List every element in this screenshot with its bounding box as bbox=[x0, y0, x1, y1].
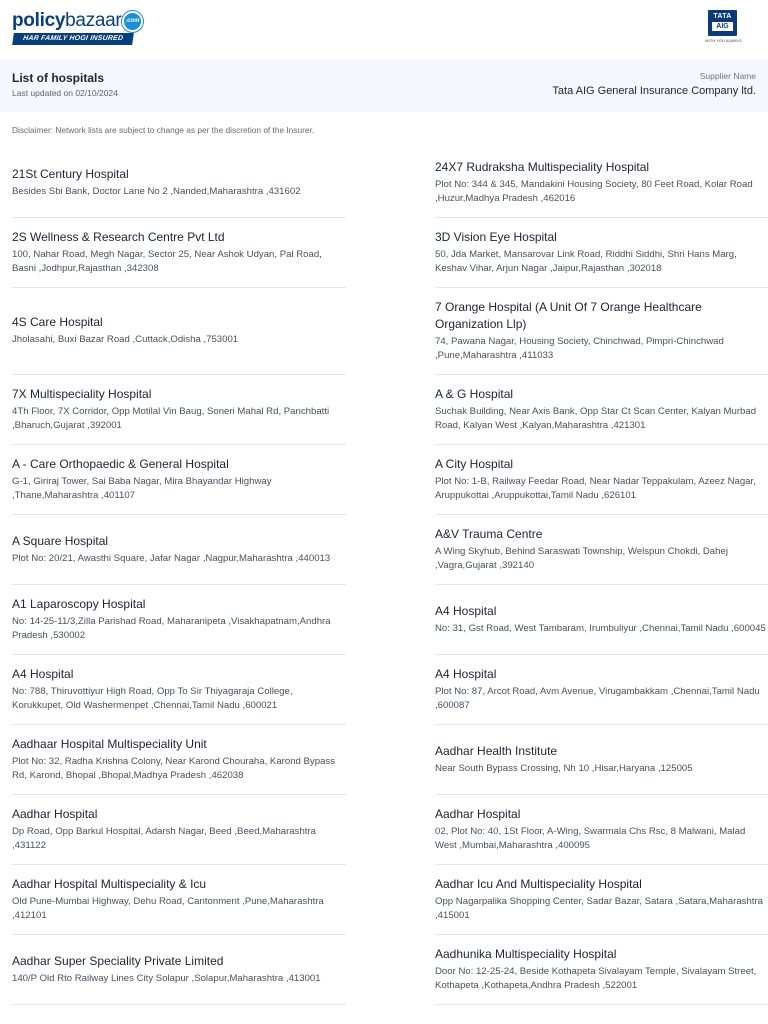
hospital-card bbox=[12, 865, 346, 935]
hospital-name: Aadhar Health Institute bbox=[435, 743, 558, 758]
hospital-card bbox=[435, 515, 768, 585]
hospital-address: No: 14-25-11/3,Zilla Parishad Road, Maharanipeta ,Visakhapatnam,Andhra Pradesh ,530002 bbox=[12, 615, 331, 641]
logo-tagline: HAR FAMILY HOGI INSURED bbox=[12, 33, 134, 45]
hospital-row bbox=[0, 515, 768, 585]
hospital-name: Aadhar Super Speciality Private Limited bbox=[12, 953, 224, 968]
hospital-card bbox=[12, 725, 346, 795]
hospital-card bbox=[435, 865, 768, 935]
hospital-address: Dp Road, Opp Barkul Hospital, Adarsh Nagar, Beed ,Beed,Maharashtra ,431122 bbox=[12, 825, 316, 851]
hospital-name: Aadhunika Multispeciality Hospital bbox=[435, 946, 617, 961]
hospital-address: G-1, Giriraj Tower, Sai Baba Nagar, Mira Bhayandar Highway ,Thane,Maharashtra ,401107 bbox=[12, 475, 272, 501]
hospital-name: 21St Century Hospital bbox=[12, 166, 129, 181]
hospital-row bbox=[0, 375, 768, 445]
hospital-address: 100, Nahar Road, Megh Nagar, Sector 25, Near Ashok Udyan, Pal Road, Basni ,Jodhpur,Rajasthan ,342308 bbox=[12, 248, 322, 274]
hospital-name: A4 Hospital bbox=[435, 603, 497, 618]
hospital-name: A4 Hospital bbox=[435, 666, 497, 681]
hospital-address: Suchak Building, Near Axis Bank, Opp Star Ct Scan Center, Kalyan Murbad Road, Kalyan West ,Kalyan,Maharashtra ,421301 bbox=[435, 405, 757, 431]
hospital-name: A & G Hospital bbox=[435, 386, 514, 401]
hospital-address: Near South Bypass Crossing, Nh 10 ,Hisar,Haryana ,125005 bbox=[435, 762, 693, 774]
hospital-row bbox=[0, 725, 768, 795]
hospital-card bbox=[12, 585, 346, 655]
hospital-address: 50, Jda Market, Mansarovar Link Road, Riddhi Siddhi, Shri Hans Marg, Keshav Vihar, Arjun Nagar ,Jaipur,Rajasthan ,302018 bbox=[435, 248, 737, 274]
hospital-address: Plot No: 1-B, Railway Feedar Road, Near Nadar Teppakulam, Azeez Nagar, Aruppukottai ,Aruppukottai,Tamil Nadu ,626101 bbox=[435, 475, 756, 501]
hospital-name: A - Care Orthopaedic & General Hospital bbox=[12, 456, 229, 471]
hospital-name: 7 Orange Hospital (A Unit Of 7 Orange Healthcare Organization Llp) bbox=[435, 299, 702, 331]
hospital-name: Aadhaar Hospital Multispeciality Unit bbox=[12, 736, 207, 751]
hospital-name: A Square Hospital bbox=[12, 533, 109, 548]
tata-aig-logo-line2: AIG bbox=[712, 22, 733, 31]
hospital-address: Plot No: 20/21, Awasthi Square, Jafar Nagar ,Nagpur,Maharashtra ,440013 bbox=[12, 552, 331, 564]
hospital-address: No: 788, Thiruvottiyur High Road, Opp To Sir Thiyagaraja College, Korukkupet, Old Washermenpet ,Chennai,Tamil Nadu ,600021 bbox=[12, 685, 293, 711]
hospital-card bbox=[435, 655, 768, 725]
hospital-card bbox=[12, 375, 346, 445]
last-updated-text: Last updated on 02/10/2024 bbox=[12, 88, 118, 98]
hospital-name: Aadhar Hospital bbox=[12, 806, 98, 821]
hospital-card bbox=[12, 288, 346, 375]
hospital-name: A4 Hospital bbox=[12, 666, 74, 681]
hospital-card bbox=[12, 795, 346, 865]
hospital-address: 74, Pawana Nagar, Housing Society, Chinchwad, Pimpri-Chinchwad ,Pune,Maharashtra ,411033 bbox=[435, 335, 724, 361]
policybazaar-logo[interactable] bbox=[12, 10, 146, 46]
logo-wordmark bbox=[12, 10, 121, 32]
hospital-card bbox=[12, 935, 346, 1005]
hospital-card bbox=[12, 445, 346, 515]
hospital-row bbox=[0, 148, 768, 218]
hospital-row bbox=[0, 865, 768, 935]
hospital-row bbox=[0, 288, 768, 375]
hospital-row bbox=[0, 795, 768, 865]
hospital-address: No: 31, Gst Road, West Tambaram, Irumbuliyur ,Chennai,Tamil Nadu ,600045 bbox=[435, 622, 766, 634]
hospital-address: 4Th Floor, 7X Corridor, Opp Motilal Vin Baug, Soneri Mahal Rd, Panchbatti ,Bharuch,Gujarat ,392001 bbox=[12, 405, 330, 431]
hospital-name: A1 Laparoscopy Hospital bbox=[12, 596, 146, 611]
hospital-address: Old Pune-Mumbai Highway, Dehu Road, Cantonment ,Pune,Maharashtra ,412101 bbox=[12, 895, 324, 921]
disclaimer-text: Disclaimer: Network lists are subject to change as per the discretion of the Insurer. bbox=[12, 125, 315, 135]
hospital-row bbox=[0, 655, 768, 725]
hospital-address: Plot No: 344 & 345, Mandakini Housing Society, 80 Feet Road, Kolar Road ,Huzur,Madhya Pradesh ,462016 bbox=[435, 178, 753, 204]
top-bar bbox=[0, 0, 768, 59]
hospital-address: Plot No: 87, Arcot Road, Avm Avenue, Virugambakkam ,Chennai,Tamil Nadu ,600087 bbox=[435, 685, 760, 711]
hospital-address: Plot No: 32, Radha Krishna Colony, Near Karond Chouraha, Karond Bypass Rd, Karond, Bhopal ,Bhopal,Madhya Pradesh ,462038 bbox=[12, 755, 335, 781]
logo-word-part-2: bazaar bbox=[65, 10, 122, 31]
hospital-card bbox=[435, 218, 768, 288]
hospital-card bbox=[435, 445, 768, 515]
supplier-label: Supplier Name bbox=[699, 71, 756, 81]
hospital-address: Jholasahi, Buxi Bazar Road ,Cuttack,Odisha ,753001 bbox=[12, 334, 239, 346]
hospital-name: Aadhar Hospital Multispeciality & Icu bbox=[12, 876, 207, 891]
hospital-name: Aadhar Icu And Multispeciality Hospital bbox=[435, 876, 642, 891]
hospital-row bbox=[0, 445, 768, 515]
hospital-card bbox=[435, 725, 768, 795]
hospital-name: 2S Wellness & Research Centre Pvt Ltd bbox=[12, 229, 225, 244]
hospital-address: Besides Sbi Bank, Doctor Lane No 2 ,Nanded,Maharashtra ,431602 bbox=[12, 185, 301, 197]
hospital-address: 02, Plot No: 40, 1St Floor, A-Wing, Swarmala Chs Rsc, 8 Malwani, Malad West ,Mumbai,Maharashtra ,400095 bbox=[435, 825, 746, 851]
hospital-card bbox=[435, 585, 768, 655]
list-header-panel bbox=[0, 59, 768, 112]
hospital-name: 24X7 Rudraksha Multispeciality Hospital bbox=[435, 159, 650, 174]
hospital-name: Aadhar Hospital bbox=[435, 806, 521, 821]
hospital-card bbox=[435, 288, 768, 375]
hospital-card bbox=[12, 218, 346, 288]
page-title: List of hospitals bbox=[12, 71, 105, 85]
hospital-card bbox=[435, 935, 768, 1005]
hospital-name: 7X Multispeciality Hospital bbox=[12, 386, 152, 401]
tata-aig-logo-mark bbox=[708, 10, 737, 36]
tata-aig-logo bbox=[705, 10, 741, 46]
supplier-name: Tata AIG General Insurance Company ltd. bbox=[552, 85, 756, 97]
hospital-row bbox=[0, 585, 768, 655]
logo-dotcom-badge: .com bbox=[122, 11, 143, 32]
hospital-row bbox=[0, 218, 768, 288]
hospital-name: A City Hospital bbox=[435, 456, 514, 471]
hospital-address: Opp Nagarpalika Shopping Center, Sadar Bazar, Satara ,Satara,Maharashtra ,415001 bbox=[435, 895, 763, 921]
hospital-card bbox=[435, 795, 768, 865]
hospital-name: 3D Vision Eye Hospital bbox=[435, 229, 557, 244]
tata-aig-logo-line1: TATA bbox=[713, 13, 732, 20]
hospital-address: 140/P Old Rto Railway Lines City Solapur ,Solapur,Maharashtra ,413001 bbox=[12, 972, 321, 984]
hospital-address: Door No: 12-25-24, Beside Kothapeta Sivalayam Temple, Sivalayam Street, Kothapeta ,Kothapeta,Andhra Pradesh ,522001 bbox=[435, 965, 757, 991]
hospital-address: A Wing Skyhub, Behind Saraswati Township, Welspun Chokdi, Dahej ,Vagra,Gujarat ,392140 bbox=[435, 545, 728, 571]
hospital-card bbox=[12, 515, 346, 585]
hospital-name: A&V Trauma Centre bbox=[435, 526, 543, 541]
hospital-card bbox=[435, 375, 768, 445]
hospital-card bbox=[435, 148, 768, 218]
tata-aig-logo-tagline: WITH YOU ALWAYS bbox=[705, 38, 742, 43]
hospital-name: 4S Care Hospital bbox=[12, 315, 103, 330]
hospital-row bbox=[0, 935, 768, 1005]
logo-word-part-1: policy bbox=[12, 10, 66, 31]
hospital-card bbox=[12, 655, 346, 725]
hospital-card bbox=[12, 148, 346, 218]
